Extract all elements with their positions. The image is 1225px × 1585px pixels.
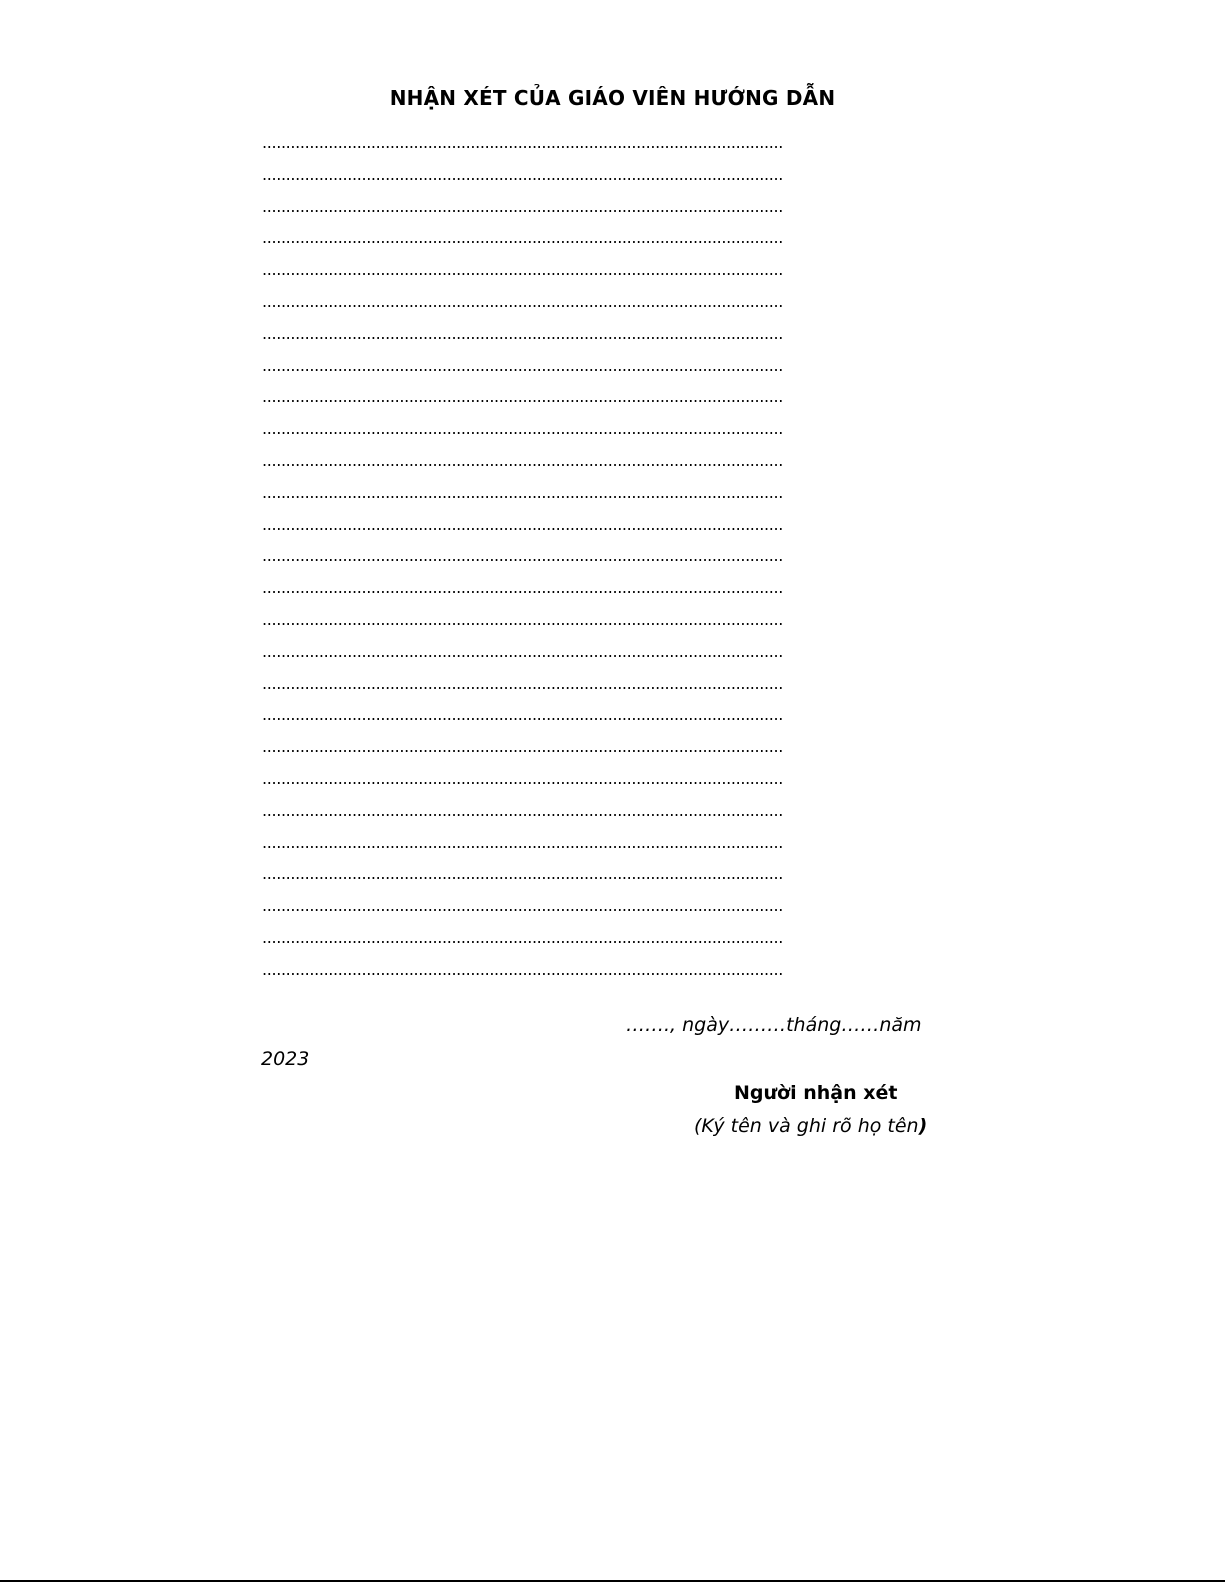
dotted-line: .............................................................................................................. [262,355,783,375]
dotted-line: .............................................................................................................. [262,864,783,884]
dotted-line: .............................................................................................................. [262,800,783,820]
dotted-line: .............................................................................................................. [262,896,783,916]
page-title: NHẬN XÉT CỦA GIÁO VIÊN HƯỚNG DẪN [389,86,836,110]
dotted-line: .............................................................................................................. [262,578,783,598]
dotted-line: .............................................................................................................. [262,737,783,757]
dotted-line: .............................................................................................................. [262,514,783,534]
dotted-line: .............................................................................................................. [262,164,783,184]
signature-note-text: (Ký tên và ghi rõ họ tên [694,1115,919,1137]
dotted-line: .............................................................................................................. [262,323,783,343]
signature-note-close: ) [918,1115,928,1137]
date-year: 2023 [261,1048,310,1070]
dotted-line: .............................................................................................................. [262,927,783,947]
dotted-line: .............................................................................................................. [262,291,783,311]
dotted-line: .............................................................................................................. [262,260,783,280]
dotted-line: .............................................................................................................. [262,419,783,439]
comment-lines [262,127,958,986]
signer-title: Người nhận xét [734,1082,898,1104]
date-line: ……., ngày………tháng……năm [626,1014,922,1036]
dotted-line: .............................................................................................................. [262,959,783,979]
dotted-line: .............................................................................................................. [262,196,783,216]
dotted-line: .............................................................................................................. [262,705,783,725]
page-bottom-rule [0,1580,1225,1582]
dotted-line: .............................................................................................................. [262,832,783,852]
dotted-line: .............................................................................................................. [262,609,783,629]
dotted-line: .............................................................................................................. [262,768,783,788]
dotted-line: .............................................................................................................. [262,546,783,566]
dotted-line: .............................................................................................................. [262,133,783,152]
dotted-line: .............................................................................................................. [262,641,783,661]
dotted-line: .............................................................................................................. [262,387,783,407]
dotted-line: .............................................................................................................. [262,673,783,693]
signature-note [694,1115,927,1137]
dotted-line: .............................................................................................................. [262,482,783,502]
dotted-line: .............................................................................................................. [262,228,783,248]
dotted-line: .............................................................................................................. [262,450,783,470]
